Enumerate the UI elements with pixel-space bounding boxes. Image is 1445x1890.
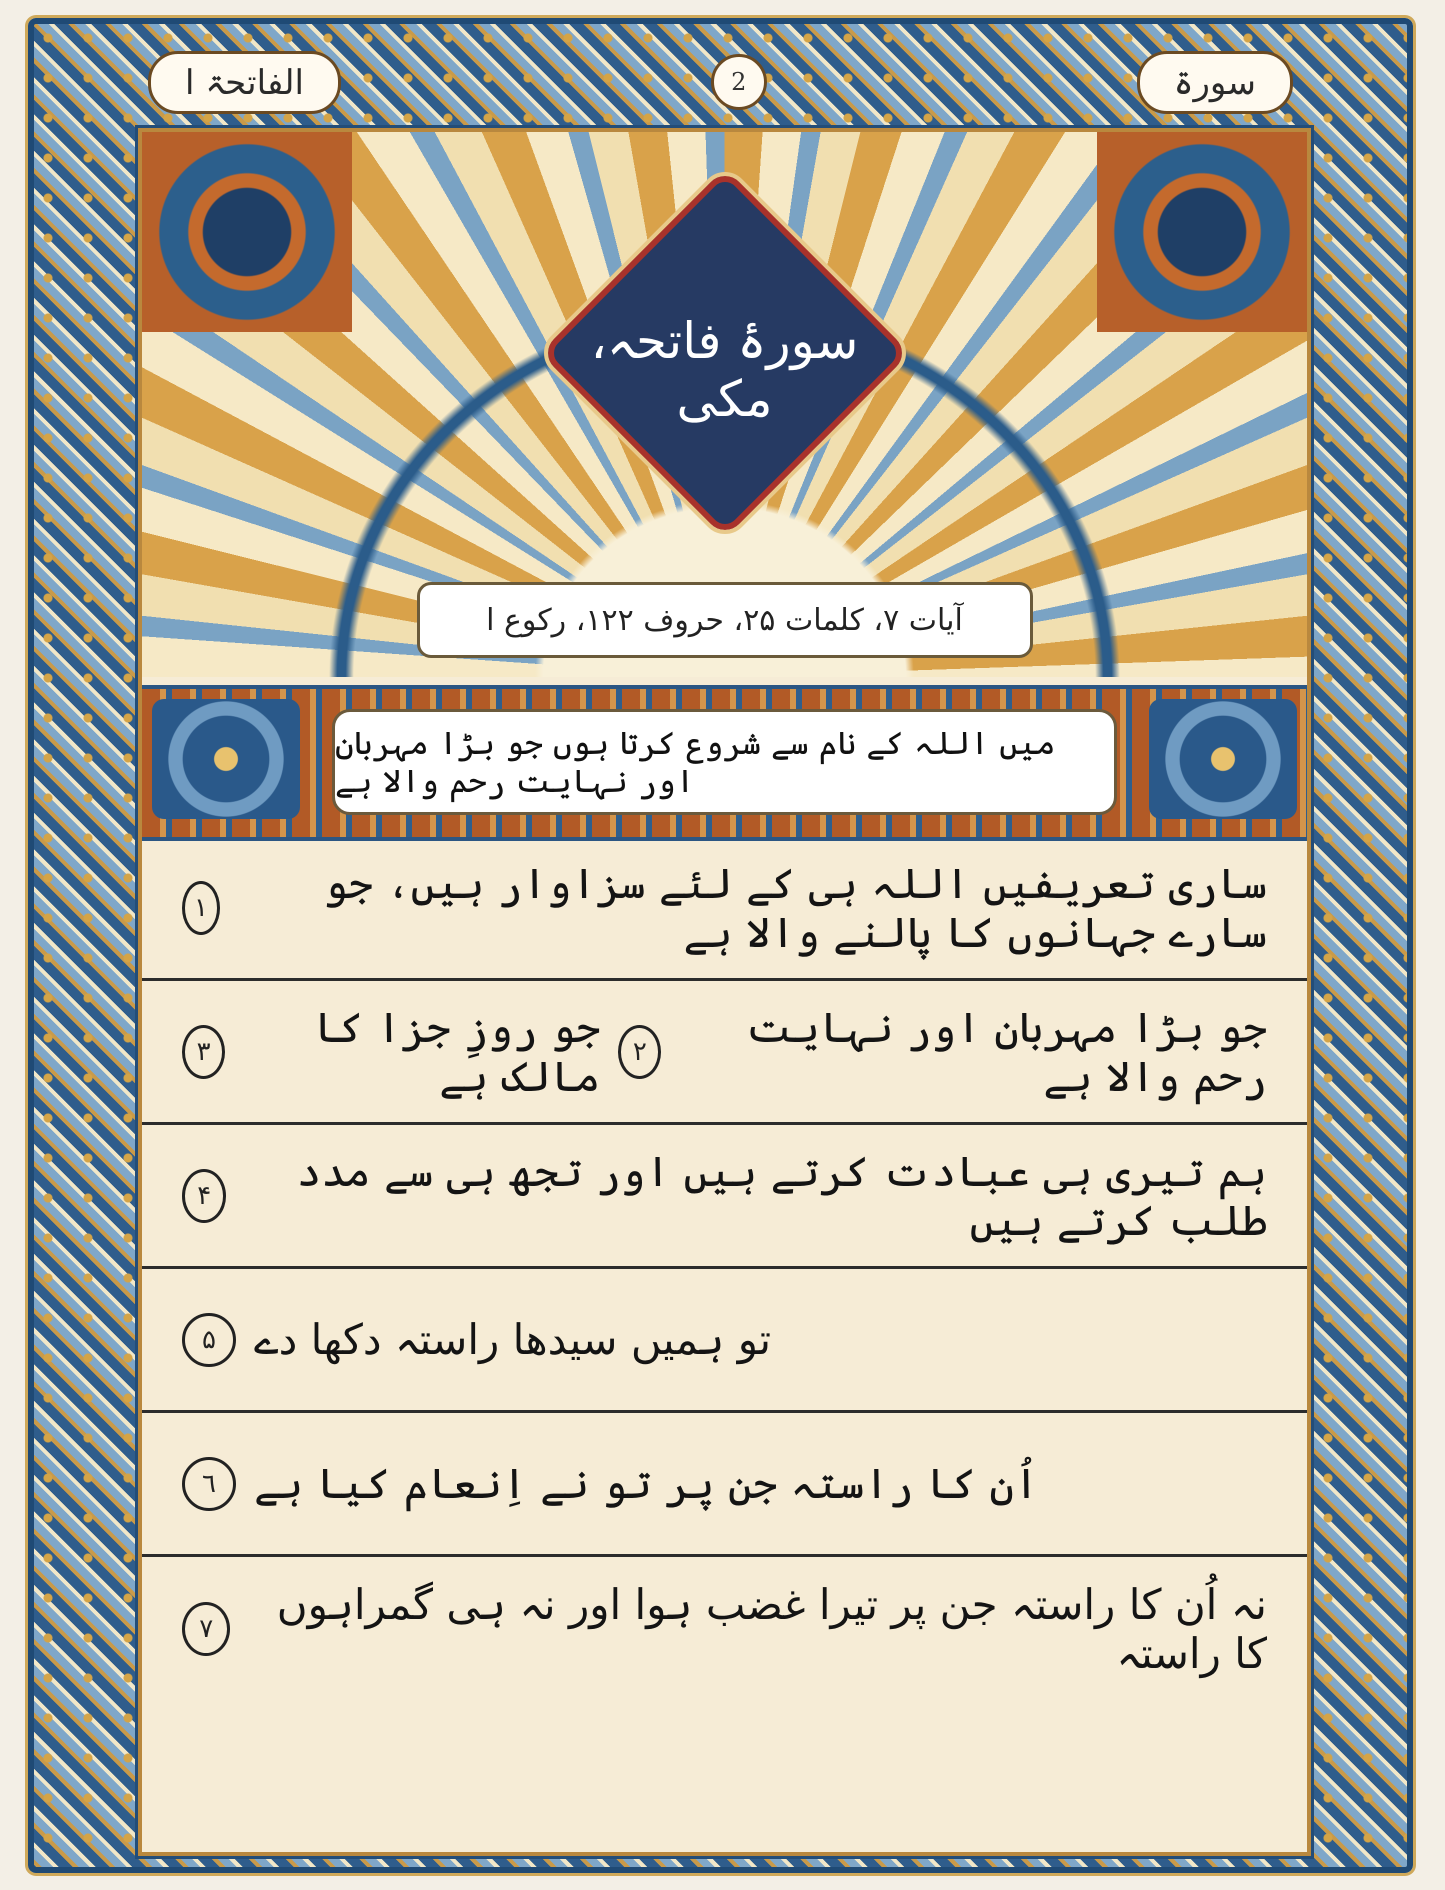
verse-number: ٦ xyxy=(182,1457,236,1511)
verse-text: تو ہمیں سیدھا راستہ دکھا دے xyxy=(254,1315,772,1364)
verse-number: ۷ xyxy=(182,1602,230,1656)
verse-number: ۴ xyxy=(182,1169,226,1223)
verse-line xyxy=(142,837,1307,981)
verse-line xyxy=(142,1125,1307,1269)
verse-text: اُن کا راستہ جن پر تو نے اِنعام کیا ہے xyxy=(254,1459,1039,1508)
verse-number: ٢ xyxy=(618,1025,661,1079)
page-number: 2 xyxy=(711,54,767,110)
verse-number: ١ xyxy=(182,881,220,935)
verse-text: نہ اُن کا راستہ جن پر تیرا غضب ہوا اور نہ ہی گمراہوں کا راستہ xyxy=(276,1580,1267,1678)
bismillah-text: میں اللہ کے نام سے شروع کرتا ہوں جو بڑا مہربان اور نہایت رحم والا ہے xyxy=(332,709,1117,815)
verse-list xyxy=(142,837,1307,1701)
ornamental-page-border xyxy=(28,18,1413,1873)
verse-text: ساری تعریفیں اللہ ہی کے لئے سزاوار ہیں، جو سارے جہانوں کا پالنے والا ہے xyxy=(323,858,1267,957)
surah-meta: آیات ۷، کلمات ۲۵، حروف ۱۲۲، رکوع ا xyxy=(417,582,1033,658)
surah-label: سورۃ xyxy=(1137,51,1293,114)
surah-title: سورۂ فاتحہ، مکی xyxy=(590,312,859,428)
verse-text: ہم تیری ہی عبادت کرتے ہیں اور تجھ ہی سے مدد طلب کرتے ہیں xyxy=(296,1146,1267,1245)
bismillah-band xyxy=(142,685,1307,841)
header-strip xyxy=(148,36,1293,128)
page-content xyxy=(138,128,1311,1856)
corner-ornament-left xyxy=(142,132,352,332)
verse-text: جو بڑا مہربان اور نہایت رحم والا ہے xyxy=(746,1002,1267,1101)
verse-line xyxy=(142,981,1307,1125)
verse-number: ۵ xyxy=(182,1313,236,1367)
verse-line xyxy=(142,1557,1307,1701)
illuminated-arch xyxy=(142,132,1307,677)
verse-line xyxy=(142,1269,1307,1413)
verse-number: ٣ xyxy=(182,1025,225,1079)
corner-ornament-right xyxy=(1097,132,1307,332)
medallion-left xyxy=(152,699,300,819)
verse-line xyxy=(142,1413,1307,1557)
juz-label: الفاتحۃ ا xyxy=(148,51,341,114)
medallion-right xyxy=(1149,699,1297,819)
verse-text: جو روزِ جزا کا مالک ہے xyxy=(314,1002,601,1101)
